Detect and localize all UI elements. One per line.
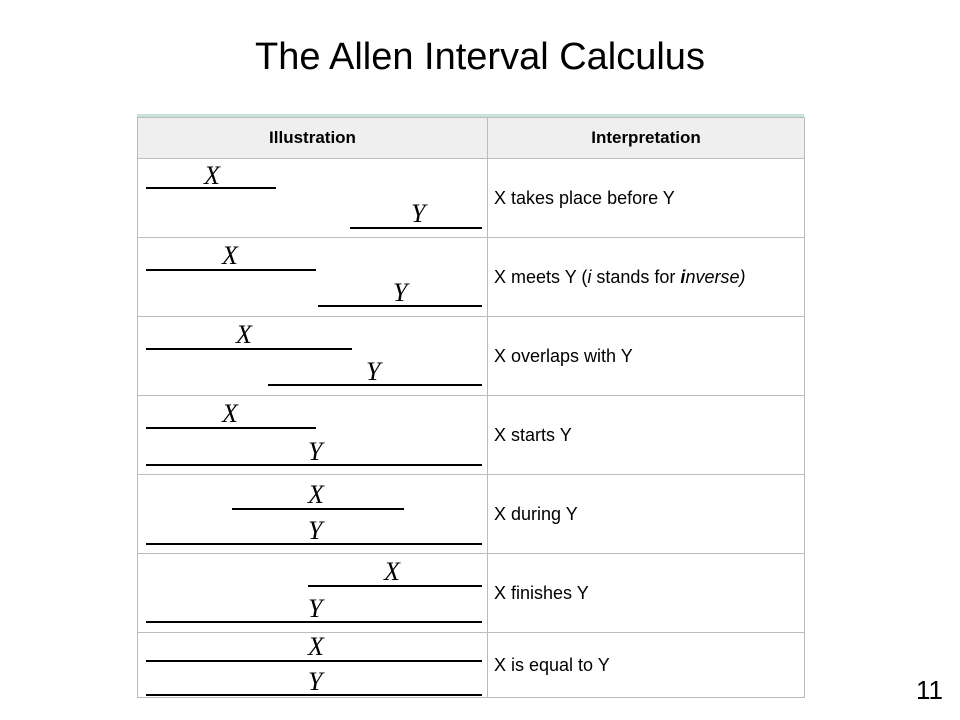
interval-y-label: Y — [411, 199, 426, 228]
interval-x-label: X — [308, 480, 324, 509]
slide-title: The Allen Interval Calculus — [255, 36, 705, 78]
interpretation-finishes — [488, 554, 805, 633]
header-illustration: Illustration — [138, 118, 488, 159]
illustration-finishes — [138, 554, 488, 633]
interval-x-label: X — [222, 399, 238, 428]
allen-relations-table-container — [137, 114, 804, 714]
interval-x-label: X — [204, 161, 220, 190]
interval-y-label: Y — [308, 667, 323, 696]
interpretation-overlaps — [488, 317, 805, 396]
illustration-before — [138, 159, 488, 238]
interpretation-text: X finishes Y — [494, 582, 589, 603]
interpretation-before — [488, 159, 805, 238]
interpretation-text: X takes place before Y — [494, 187, 675, 208]
interval-diagram-meets — [138, 238, 488, 316]
relation-row-meets — [138, 238, 805, 317]
allen-relations-table — [137, 117, 805, 698]
interval-diagram-finishes — [138, 554, 488, 632]
interval-x-label: X — [222, 241, 238, 270]
interval-diagram-starts — [138, 396, 488, 474]
interval-diagram-before — [138, 159, 488, 237]
interpretation-italic-inverse: nverse) — [685, 266, 746, 287]
illustration-during — [138, 475, 488, 554]
interpretation-bold-italic-i: i — [680, 266, 686, 287]
interval-diagram-during — [138, 475, 488, 553]
interval-x-label: X — [236, 320, 252, 349]
table-header-row — [138, 118, 805, 159]
interpretation-during — [488, 475, 805, 554]
interpretation-text-part: stands for — [591, 266, 681, 287]
interval-y-label: Y — [308, 516, 323, 545]
illustration-overlaps — [138, 317, 488, 396]
interpretation-text: X starts Y — [494, 424, 572, 445]
relation-row-during — [138, 475, 805, 554]
illustration-equal — [138, 633, 488, 698]
interpretation-text-part: X meets Y ( — [494, 266, 588, 287]
relation-row-before — [138, 159, 805, 238]
illustration-starts — [138, 396, 488, 475]
illustration-meets — [138, 238, 488, 317]
interpretation-meets — [488, 238, 805, 317]
interpretation-equal — [488, 633, 805, 698]
interval-y-label: Y — [393, 278, 408, 307]
interval-x-label: X — [308, 633, 324, 661]
relation-row-finishes — [138, 554, 805, 633]
page-number: 11 — [916, 675, 943, 705]
interpretation-text: X overlaps with Y — [494, 345, 633, 366]
interpretation-text: X during Y — [494, 503, 578, 524]
interval-y-label: Y — [308, 594, 323, 623]
interval-y-label: Y — [308, 437, 323, 466]
relation-row-overlaps — [138, 317, 805, 396]
header-interpretation: Interpretation — [488, 118, 805, 159]
interpretation-text: X is equal to Y — [494, 654, 610, 675]
relation-row-equal — [138, 633, 805, 698]
interpretation-italic-i: i — [587, 266, 592, 287]
relation-row-starts — [138, 396, 805, 475]
interval-diagram-overlaps — [138, 317, 488, 395]
interval-y-label: Y — [366, 357, 381, 386]
interpretation-starts — [488, 396, 805, 475]
interval-diagram-equal — [138, 633, 488, 697]
interval-x-label: X — [384, 557, 400, 586]
